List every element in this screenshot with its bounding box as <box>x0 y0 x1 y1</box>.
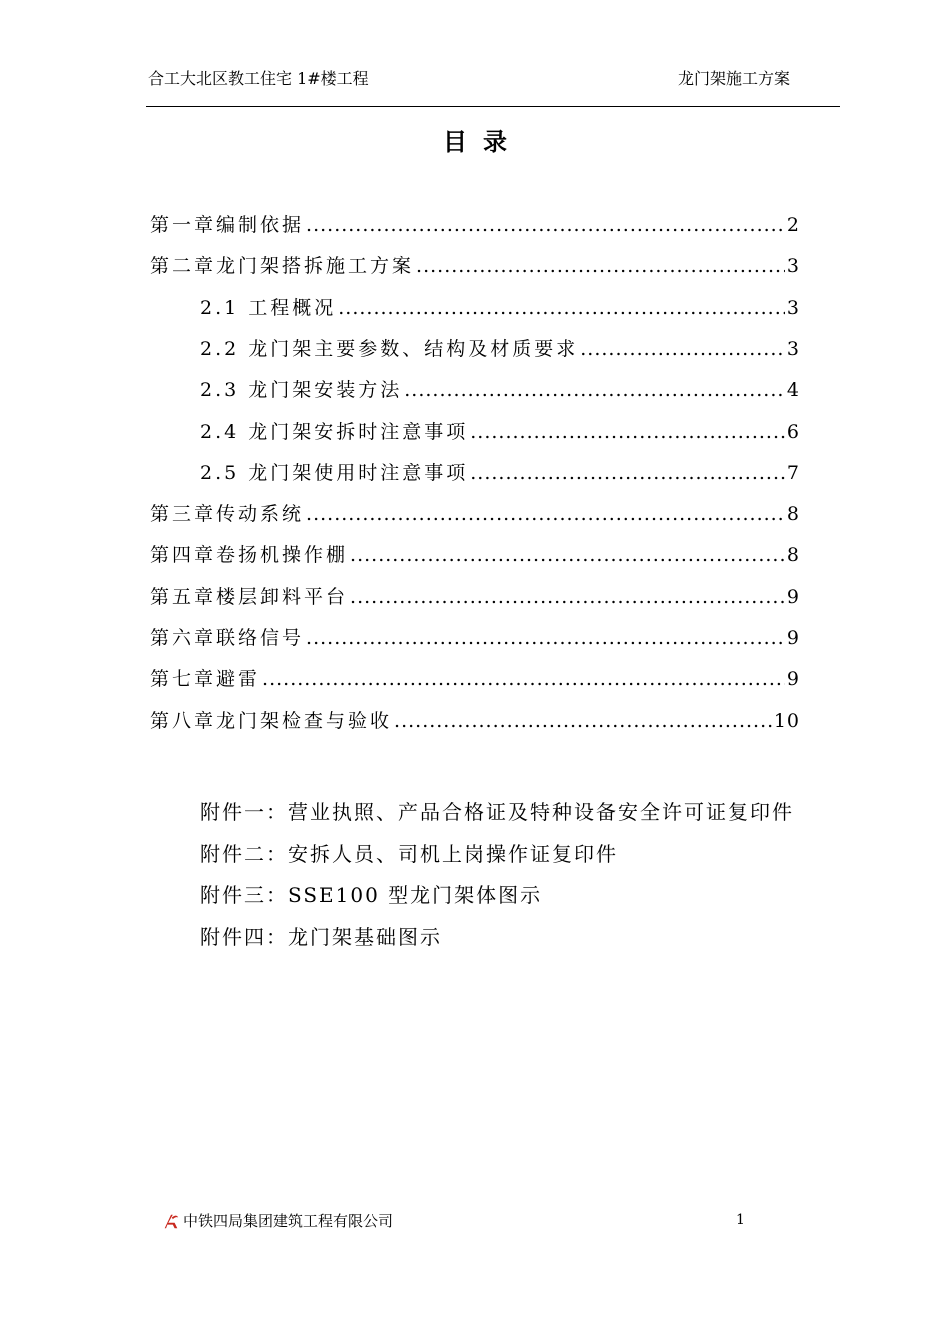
toc-leader-dots <box>306 214 785 236</box>
attachment-item: 附件三：SSE100 型龙门架体图示 <box>200 883 543 907</box>
toc-leader-dots <box>394 710 772 732</box>
toc-leader-dots <box>306 627 785 649</box>
toc-entry-label: 2.5 龙门架使用时注意事项 <box>200 461 469 484</box>
toc-entry-label: 2.4 龙门架安拆时注意事项 <box>200 420 469 443</box>
toc-entry[interactable] <box>200 417 800 447</box>
toc-entry-label: 联络信号 <box>216 627 305 649</box>
toc-leader-dots <box>350 586 785 608</box>
toc-leader-dots <box>338 297 785 319</box>
toc-chapter-number: 第八章 <box>150 709 217 732</box>
toc-chapter-number: 第一章 <box>150 214 217 236</box>
toc-leader-dots <box>404 379 785 401</box>
toc-entry-label: 编制依据 <box>216 214 305 236</box>
toc-leader-dots <box>470 421 785 443</box>
page-header-left: 合工大北区教工住宅 1#楼工程 <box>148 69 369 88</box>
toc-entry[interactable] <box>150 251 800 281</box>
page-header-right: 龙门架施工方案 <box>677 69 790 88</box>
toc-page-number: 8 <box>786 544 800 567</box>
toc-page-number: 4 <box>786 379 800 402</box>
toc-entry-label: 2.3 龙门架安装方法 <box>200 379 403 402</box>
toc-entry[interactable] <box>150 623 800 653</box>
toc-entry-label: 2.1 工程概况 <box>200 296 337 319</box>
toc-page-number: 9 <box>786 627 800 649</box>
toc-entry-label: 传动系统 <box>216 503 305 526</box>
toc-page-number: 3 <box>786 296 800 319</box>
toc-leader-dots <box>262 668 785 690</box>
toc-leader-dots <box>580 338 785 360</box>
toc-chapter-number: 第二章 <box>150 255 217 278</box>
page-number: 1 <box>736 1212 745 1228</box>
toc-page-number: 3 <box>786 255 800 278</box>
page-title: 目录 <box>443 127 523 156</box>
toc-entry[interactable] <box>200 375 800 405</box>
toc-chapter-number: 第三章 <box>150 503 217 526</box>
header-rule <box>146 106 840 107</box>
toc-entry[interactable] <box>150 706 800 736</box>
attachment-item: 附件四：龙门架基础图示 <box>200 924 442 949</box>
toc-page-number: 9 <box>786 668 800 691</box>
toc-chapter-number: 第五章 <box>150 585 217 608</box>
toc-entry-label: 龙门架搭拆施工方案 <box>216 255 415 278</box>
toc-entry[interactable] <box>150 582 800 612</box>
toc-entry[interactable] <box>150 210 800 240</box>
toc-leader-dots <box>470 462 785 484</box>
toc-entry-label: 避雷 <box>216 668 261 691</box>
toc-entry[interactable] <box>200 458 800 488</box>
toc-leader-dots <box>306 503 785 525</box>
page-footer <box>162 1210 393 1231</box>
toc-chapter-number: 第七章 <box>150 668 217 691</box>
crtg-logo-icon <box>162 1212 180 1230</box>
toc-entry[interactable] <box>150 664 800 694</box>
toc-entry[interactable] <box>200 334 800 364</box>
toc-page-number: 6 <box>786 420 800 443</box>
toc-page-number: 7 <box>786 461 800 484</box>
attachment-item: 附件二：安拆人员、司机上岗操作证复印件 <box>200 841 618 866</box>
toc-entry-label: 2.2 龙门架主要参数、结构及材质要求 <box>200 337 579 360</box>
attachment-item: 附件一：营业执照、产品合格证及特种设备安全许可证复印件 <box>200 800 794 824</box>
toc-entry[interactable] <box>200 293 800 323</box>
toc-entry-label: 楼层卸料平台 <box>216 585 349 608</box>
toc-leader-dots <box>350 544 785 566</box>
toc-page-number: 10 <box>773 709 800 732</box>
toc-page-number: 9 <box>786 585 800 608</box>
toc-entry-label: 龙门架检查与验收 <box>216 709 393 732</box>
toc-entry[interactable] <box>150 540 800 570</box>
toc-page-number: 8 <box>786 503 800 526</box>
toc-entry-label: 卷扬机操作棚 <box>216 544 349 567</box>
toc-chapter-number: 第四章 <box>150 544 217 567</box>
toc-entry[interactable] <box>150 499 800 529</box>
footer-company: 中铁四局集团建筑工程有限公司 <box>183 1212 394 1230</box>
toc-chapter-number: 第六章 <box>150 627 217 649</box>
toc-page-number: 2 <box>786 214 800 236</box>
toc-leader-dots <box>416 255 785 277</box>
toc-page-number: 3 <box>786 337 800 360</box>
